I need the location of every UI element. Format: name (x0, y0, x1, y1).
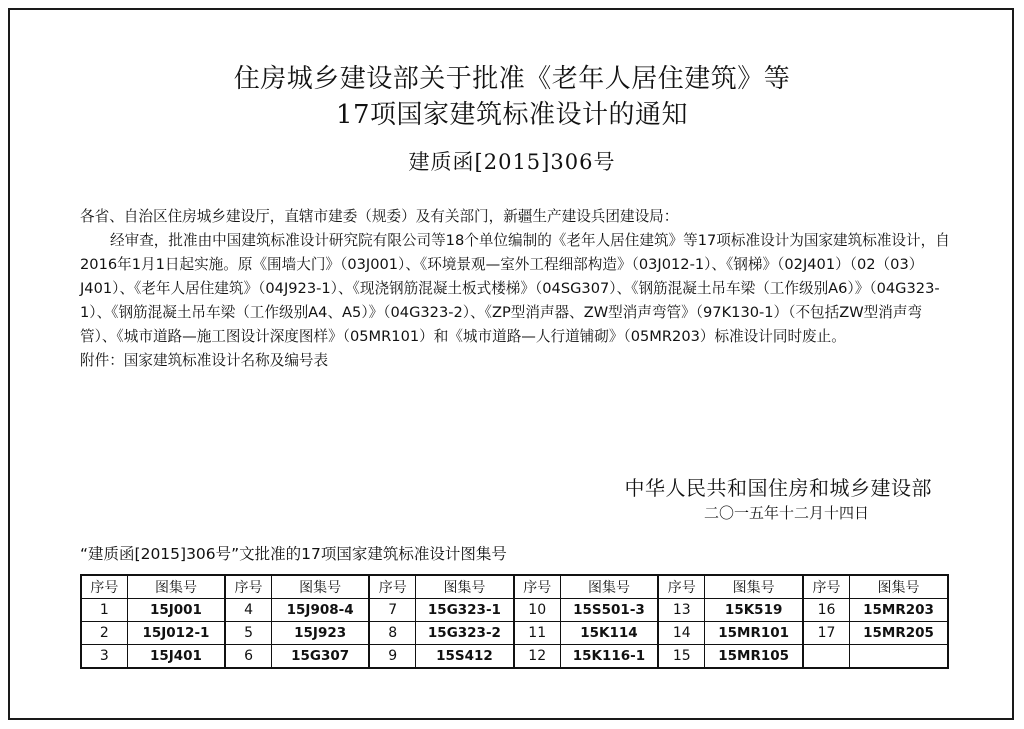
atlas-number-table (80, 574, 949, 669)
cell-code: 15K116-1 (560, 645, 658, 669)
cell-no: 15 (658, 645, 704, 669)
attachment-note: 附件：国家建筑标准设计名称及编号表 (80, 352, 329, 369)
cell-code: 15J012-1 (127, 622, 225, 645)
header-code: 图集号 (416, 575, 514, 599)
cell-no: 4 (225, 599, 271, 622)
header-code: 图集号 (850, 575, 949, 599)
cell-no: 7 (369, 599, 415, 622)
cell-no: 12 (514, 645, 560, 669)
cell-code: 15J908-4 (271, 599, 369, 622)
cell-code: 15MR105 (705, 645, 803, 669)
header-code: 图集号 (271, 575, 369, 599)
table-caption: “建质函[2015]306号”文批准的17项国家建筑标准设计图集号 (80, 545, 507, 563)
cell-no: 2 (81, 622, 127, 645)
header-code: 图集号 (705, 575, 803, 599)
cell-no: 11 (514, 622, 560, 645)
table-row (81, 645, 948, 669)
cell-no: 17 (803, 622, 849, 645)
table-row (81, 599, 948, 622)
header-no: 序号 (369, 575, 415, 599)
notice-title-line-1: 住房城乡建设部关于批准《老年人居住建筑》等 (233, 64, 791, 94)
cell-code: 15MR205 (850, 622, 949, 645)
cell-code: 15J401 (127, 645, 225, 669)
cell-code: 15K114 (560, 622, 658, 645)
header-no: 序号 (81, 575, 127, 599)
notice-paragraph: 经审查，批准由中国建筑标准设计研究院有限公司等18个单位编制的《老年人居住建筑》等17项标准设计为国家建筑标准设计，自2016年1月1日起实施。原《围墙大门》（03J001）、《环境景观—室外工程细部构造》（03J012-1）、《钢梯》（02J401）（02（03）J401）、《老年人居住建筑》（04J923-1）、《现浇钢筋混凝土板式楼梯》（04SG307）、《钢筋混凝土吊车梁（工作级别A6）》（04G323-1）、《钢筋混凝土吊车梁（工作级别A4、A5）》（04G323-2）、《ZP型消声器、ZW型消声弯管》（97K130-1）（不包括ZW型消声弯管）、《城市道路—施工图设计深度图样》（05MR101）和《城市道路—人行道铺砌》（05MR203）标准设计同时废止。 (80, 232, 950, 345)
cell-code: 15MR101 (705, 622, 803, 645)
cell-no: 8 (369, 622, 415, 645)
cell-no: 14 (658, 622, 704, 645)
cell-code: 15G323-2 (416, 622, 514, 645)
cell-code: 15MR203 (850, 599, 949, 622)
notice-body (80, 205, 950, 373)
cell-no: 3 (81, 645, 127, 669)
issuing-authority: 中华人民共和国住房和城乡建设部 (624, 476, 932, 500)
cell-no: 9 (369, 645, 415, 669)
cell-no: 1 (81, 599, 127, 622)
header-no: 序号 (803, 575, 849, 599)
cell-code: 15S501-3 (560, 599, 658, 622)
cell-no (803, 645, 849, 669)
table-row (81, 622, 948, 645)
cell-code: 15G323-1 (416, 599, 514, 622)
cell-no: 10 (514, 599, 560, 622)
cell-no: 6 (225, 645, 271, 669)
cell-code: 15S412 (416, 645, 514, 669)
header-code: 图集号 (127, 575, 225, 599)
issue-date: 二〇一五年十二月十四日 (703, 504, 869, 522)
header-code: 图集号 (560, 575, 658, 599)
table-header-row (81, 575, 948, 599)
cell-no: 13 (658, 599, 704, 622)
header-no: 序号 (225, 575, 271, 599)
cell-code: 15K519 (705, 599, 803, 622)
cell-code: 15G307 (271, 645, 369, 669)
cell-no: 5 (225, 622, 271, 645)
header-no: 序号 (514, 575, 560, 599)
notice-title-line-2: 17项国家建筑标准设计的通知 (335, 100, 689, 130)
header-no: 序号 (658, 575, 704, 599)
cell-no: 16 (803, 599, 849, 622)
cell-code (850, 645, 949, 669)
salutation: 各省、自治区住房城乡建设厅，直辖市建委（规委）及有关部门，新疆生产建设兵团建设局： (80, 208, 679, 225)
cell-code: 15J001 (127, 599, 225, 622)
cell-code: 15J923 (271, 622, 369, 645)
document-number: 建质函[2015]306号 (408, 150, 616, 174)
